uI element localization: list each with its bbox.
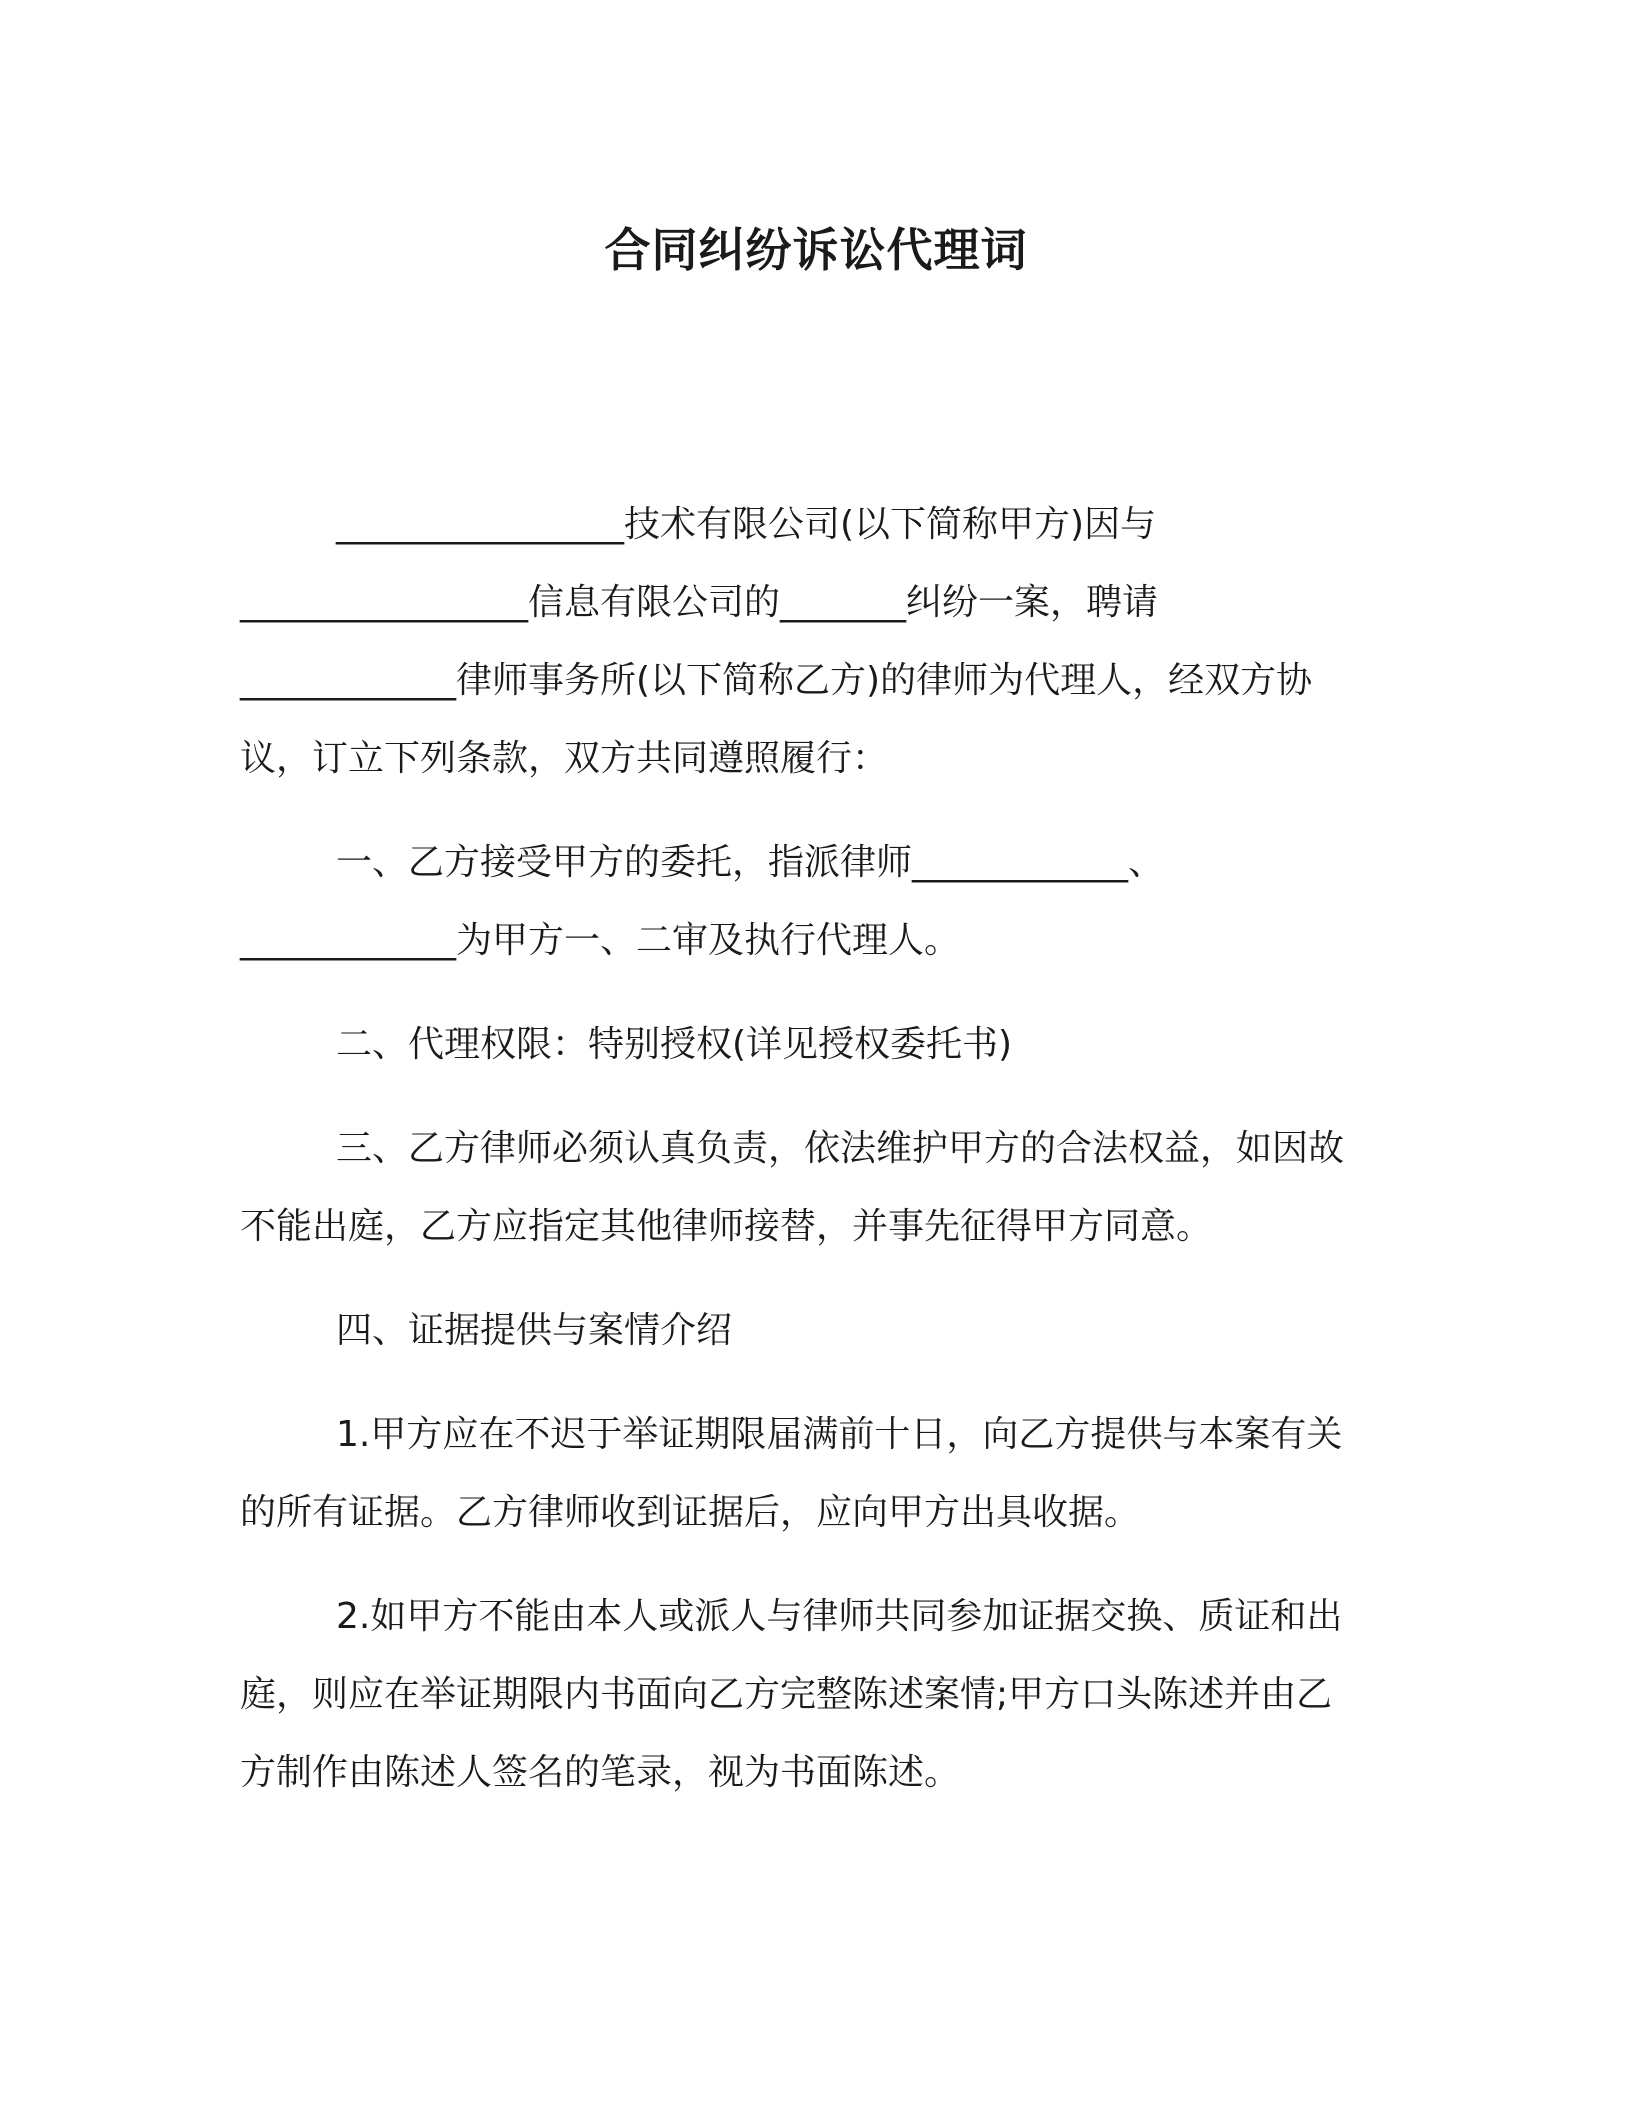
paragraph-clause-1: [240, 824, 1390, 980]
text-line: 方制作由陈述人签名的笔录，视为书面陈述。: [240, 1752, 961, 1793]
text-line: 庭，则应在举证期限内书面向乙方完整陈述案情;甲方口头陈述并由乙: [240, 1674, 1333, 1715]
text-line: ________________技术有限公司(以下简称甲方)因与: [336, 504, 1157, 545]
text-line: 2.如甲方不能由本人或派人与律师共同参加证据交换、质证和出: [336, 1596, 1343, 1637]
text-line: 的所有证据。乙方律师收到证据后，应向甲方出具收据。: [240, 1492, 1141, 1533]
text-line: 四、证据提供与案情介绍: [336, 1310, 733, 1351]
text-line: 不能出庭，乙方应指定其他律师接替，并事先征得甲方同意。: [240, 1206, 1213, 1247]
paragraph-clause-2: [240, 1006, 1390, 1084]
document-title: 合同纠纷诉讼代理词: [604, 223, 1028, 277]
text-line: ____________为甲方一、二审及执行代理人。: [240, 920, 961, 961]
text-line: 二、代理权限：特别授权(详见授权委托书): [336, 1024, 1013, 1065]
paragraph-item-1: [240, 1396, 1390, 1552]
paragraph-item-2: [240, 1578, 1390, 1812]
text-line: 三、乙方律师必须认真负责，依法维护甲方的合法权益，如因故: [336, 1128, 1345, 1169]
paragraph-clause-3: [240, 1110, 1390, 1266]
paragraph-clause-4: [240, 1292, 1390, 1370]
document-body: [240, 486, 1390, 1812]
text-line: 一、乙方接受甲方的委托，指派律师____________、: [336, 842, 1165, 883]
paragraph-intro: [240, 486, 1390, 798]
text-line: ________________信息有限公司的_______纠纷一案，聘请: [240, 582, 1159, 623]
text-line: 1.甲方应在不迟于举证期限届满前十日，向乙方提供与本案有关: [336, 1414, 1343, 1455]
text-line: ____________律师事务所(以下简称乙方)的律师为代理人，经双方协: [240, 660, 1313, 701]
text-line: 议，订立下列条款，双方共同遵照履行：: [240, 738, 889, 779]
